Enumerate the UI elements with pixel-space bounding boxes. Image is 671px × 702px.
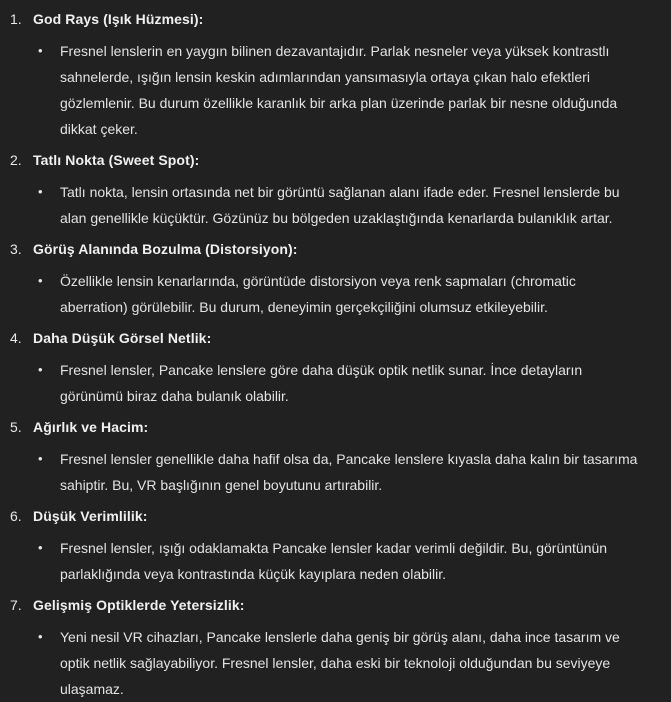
list-item [10, 503, 643, 587]
item-number: 1. [10, 11, 22, 27]
item-title: Gelişmiş Optiklerde Yetersizlik: [33, 597, 245, 613]
item-number: 6. [10, 508, 22, 524]
bullet-icon: • [38, 43, 43, 58]
item-number: 7. [10, 597, 22, 613]
item-heading [10, 503, 643, 529]
bullet-item [38, 624, 643, 702]
item-number: 5. [10, 419, 22, 435]
list-item [10, 325, 643, 409]
item-title: Görüş Alanında Bozulma (Distorsiyon): [33, 241, 298, 257]
item-heading [10, 236, 643, 262]
bullet-text: Özellikle lensin kenarlarında, görüntüde distorsiyon veya renk sapmaları (chromatic aberration) görülebilir. Bu durum, deneyimin gerçekçiliğini olumsuz etkileyebilir. [60, 273, 576, 315]
item-number: 4. [10, 330, 22, 346]
item-bullet-list [10, 624, 643, 702]
item-heading [10, 6, 643, 32]
item-title: Düşük Verimlilik: [33, 508, 148, 524]
list-item [10, 147, 643, 231]
bullet-item [38, 357, 643, 409]
bullet-icon: • [38, 451, 43, 466]
bullet-text: Fresnel lensler genellikle daha hafif olsa da, Pancake lenslere kıyasla daha kalın bir tasarıma sahiptir. Bu, VR başlığının genel boyutunu artırabilir. [60, 451, 638, 493]
list-item [10, 6, 643, 142]
bullet-text: Yeni nesil VR cihazları, Pancake lenslerle daha geniş bir görüş alanı, daha ince tasarım ve optik netlik sağlayabiliyor. Fresnel lensler, daha eski bir teknoloji olduğundan bu seviyeye ulaşamaz. [60, 629, 620, 697]
bullet-text: Tatlı nokta, lensin ortasında net bir görüntü sağlanan alanı ifade eder. Fresnel lenslerde bu alan genellikle küçüktür. Gözünüz bu bölgeden uzaklaştığında kenarlarda bulanıklık artar. [60, 184, 620, 226]
item-bullet-list [10, 38, 643, 142]
item-title: God Rays (Işık Hüzmesi): [33, 11, 204, 27]
item-bullet-list [10, 357, 643, 409]
bullet-text: Fresnel lenslerin en yaygın bilinen dezavantajıdır. Parlak nesneler veya yüksek kontrastlı sahnelerde, ışığın lensin keskin adımlarından yansımasıyla ortaya çıkan halo efektleri gözlemlenir. Bu durum özellikle karanlık bir arka plan üzerinde parlak bir nesne olduğunda dikkat çeker. [60, 43, 618, 137]
item-title: Daha Düşük Görsel Netlik: [33, 330, 212, 346]
item-bullet-list [10, 179, 643, 231]
item-heading [10, 592, 643, 618]
item-title: Tatlı Nokta (Sweet Spot): [33, 152, 200, 168]
item-title: Ağırlık ve Hacim: [33, 419, 149, 435]
bullet-icon: • [38, 540, 43, 555]
list-item [10, 236, 643, 320]
item-bullet-list [10, 446, 643, 498]
disadvantages-numbered-list [10, 6, 643, 702]
item-heading [10, 414, 643, 440]
list-item [10, 592, 643, 702]
item-bullet-list [10, 535, 643, 587]
item-number: 3. [10, 241, 22, 257]
bullet-item [38, 535, 643, 587]
bullet-item [38, 268, 643, 320]
bullet-icon: • [38, 273, 43, 288]
bullet-item [38, 179, 643, 231]
bullet-icon: • [38, 629, 43, 644]
list-item [10, 414, 643, 498]
bullet-text: Fresnel lensler, ışığı odaklamakta Pancake lensler kadar verimli değildir. Bu, görüntünün parlaklığında veya kontrastında küçük kayıplara neden olabilir. [60, 540, 608, 582]
bullet-item [38, 446, 643, 498]
bullet-icon: • [38, 184, 43, 199]
item-heading [10, 325, 643, 351]
item-bullet-list [10, 268, 643, 320]
bullet-text: Fresnel lensler, Pancake lenslere göre daha düşük optik netlik sunar. İnce detayların görünümü biraz daha bulanık olabilir. [60, 362, 583, 404]
item-number: 2. [10, 152, 22, 168]
item-heading [10, 147, 643, 173]
bullet-icon: • [38, 362, 43, 377]
bullet-item [38, 38, 643, 142]
